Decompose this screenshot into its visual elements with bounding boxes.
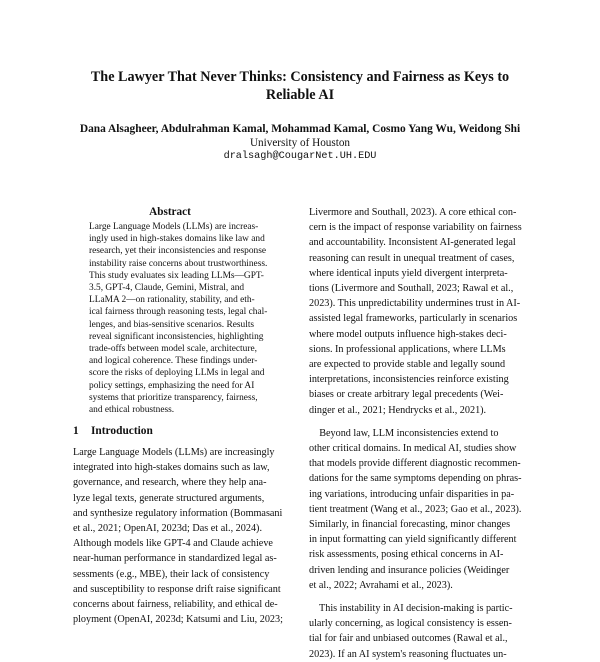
text-line: Beyond law, LLM inconsistencies extend to [309, 427, 499, 439]
text-line: 2023). This unpredictability undermines trust in AI- [309, 298, 521, 310]
text-line: where identical inputs yield divergent interpreta- [309, 267, 508, 279]
text-line: governance, and research, where they help ana- [73, 477, 267, 489]
text-line: and accountability. Inconsistent AI-generated legal [309, 237, 516, 249]
abstract-text [89, 221, 284, 416]
text-line: sions. In professional applications, where LLMs [309, 343, 506, 355]
text-line: in input formatting can yield significantly different [309, 534, 517, 546]
paragraph-gap [309, 418, 535, 426]
text-line: and synthesize regulatory information (Bommasani [73, 507, 283, 519]
text-line: that models provide different diagnostic recommen- [309, 458, 521, 470]
text-line: 2023). If an AI system's reasoning fluctuates un- [309, 648, 507, 660]
introduction-text [73, 445, 299, 627]
right-column-text [309, 205, 535, 662]
text-line: and logical coherence. These findings under- [89, 356, 258, 367]
text-line: integrated into high-stakes domains such as law, [73, 462, 270, 474]
text-line: assisted legal frameworks, particularly in scenarios [309, 313, 518, 325]
text-line: This instability in AI decision-making is partic- [309, 603, 513, 615]
text-line: cern is the impact of response variability on fairness [309, 222, 522, 234]
text-line: risk assessments, posing ethical concerns in AI- [309, 549, 504, 561]
text-line: trade-offs between model scale, architecture, [89, 344, 257, 355]
text-line: driven lending and insurance policies (Weidinger [309, 564, 510, 576]
text-line: and susceptibility to response drift raise significant [73, 583, 281, 595]
author-list: Dana Alsagheer, Abdulrahman Kamal, Mohammad Kamal, Cosmo Yang Wu, Weidong Shi [79, 123, 521, 135]
text-line: tient treatment (Wang et al., 2023; Gao et al., 2023). [309, 503, 522, 515]
text-line: Large Language Models (LLMs) are increas- [89, 222, 259, 232]
text-line: dations for the same symptoms depending on phras- [309, 473, 522, 485]
text-line: et al., 2022; Avrahami et al., 2023). [309, 579, 453, 591]
text-line: ing variations, introducing unfair disparities in pa- [309, 488, 515, 500]
affiliation: University of Houston [249, 137, 351, 149]
section-number: 1 [73, 425, 79, 437]
section-heading-introduction [73, 424, 293, 438]
text-line: This study evaluates six leading LLMs—GPT- [89, 270, 264, 281]
text-line: policy settings, emphasizing the need for AI [89, 380, 255, 391]
text-line: near-human performance in standardized legal as- [73, 553, 277, 565]
text-line: concerns about fairness, reliability, and ethical de- [73, 599, 278, 611]
title-line: The Lawyer That Never Thinks: Consistency and Fairness as Keys to [90, 69, 510, 85]
text-line: lyze legal texts, generate structured arguments, [73, 492, 265, 504]
section-title: Introduction [91, 425, 153, 437]
text-line: 3.5, GPT-4, Claude, Gemini, Mistral, and [89, 283, 245, 294]
text-line: tial for fair and unbiased outcomes (Rawal et al., [309, 633, 508, 645]
text-line: tions (Livermore and Southall, 2023; Rawal et al., [309, 283, 514, 295]
text-line: LLaMA 2—on rationality, stability, and eth- [89, 295, 255, 306]
text-line: instability raise concerns about trustworthiness. [89, 258, 268, 269]
text-line: other critical domains. In medical AI, studies show [309, 443, 517, 455]
text-line: systems that prioritize transparency, fairness, [89, 392, 258, 403]
text-line: reasoning can result in unequal treatment of cases, [309, 252, 515, 264]
text-line: interpretations, inconsistencies reinforce existing [309, 374, 509, 386]
text-line: ingly used in high-stakes domains like law and [89, 234, 265, 245]
text-line: ularly concerning, as logical consistency is essen- [309, 618, 512, 630]
abstract-heading: Abstract [149, 206, 191, 218]
text-line: sessments (e.g., MBE), their lack of consistency [73, 568, 270, 580]
text-line: biases or create arbitrary legal precedents (Wei- [309, 389, 504, 401]
text-line: et al., 2021; OpenAI, 2023d; Das et al., 2024). [73, 523, 262, 535]
text-line: Livermore and Southall, 2023). A core ethical con- [309, 207, 517, 218]
author-email: dralsagh@CougarNet.UH.EDU [223, 151, 377, 162]
text-line: where model outputs influence high-stakes deci- [309, 328, 507, 340]
text-line: lenges, and bias-sensitive scenarios. Results [89, 319, 255, 330]
text-line: Although models like GPT-4 and Claude achieve [73, 538, 273, 550]
text-line: and ethical robustness. [89, 405, 175, 416]
text-line: ical fairness through reasoning tests, legal chal- [89, 307, 268, 318]
text-line: reveal significant inconsistencies, highlighting [89, 331, 264, 342]
text-line: research, yet their inconsistencies and response [89, 246, 267, 257]
text-line: Large Language Models (LLMs) are increasingly [73, 447, 275, 458]
paper-title [60, 68, 540, 104]
text-line: Similarly, in financial forecasting, minor changes [309, 519, 511, 531]
text-line: score the risks of deploying LLMs in legal and [89, 368, 265, 379]
text-line: ployment (OpenAI, 2023d; Katsumi and Liu, 2023; [73, 614, 283, 626]
text-line: dinger et al., 2021; Hendrycks et al., 2021). [309, 404, 487, 416]
text-line: are expected to provide stable and legally sound [309, 359, 506, 371]
title-line: Reliable AI [265, 87, 335, 103]
